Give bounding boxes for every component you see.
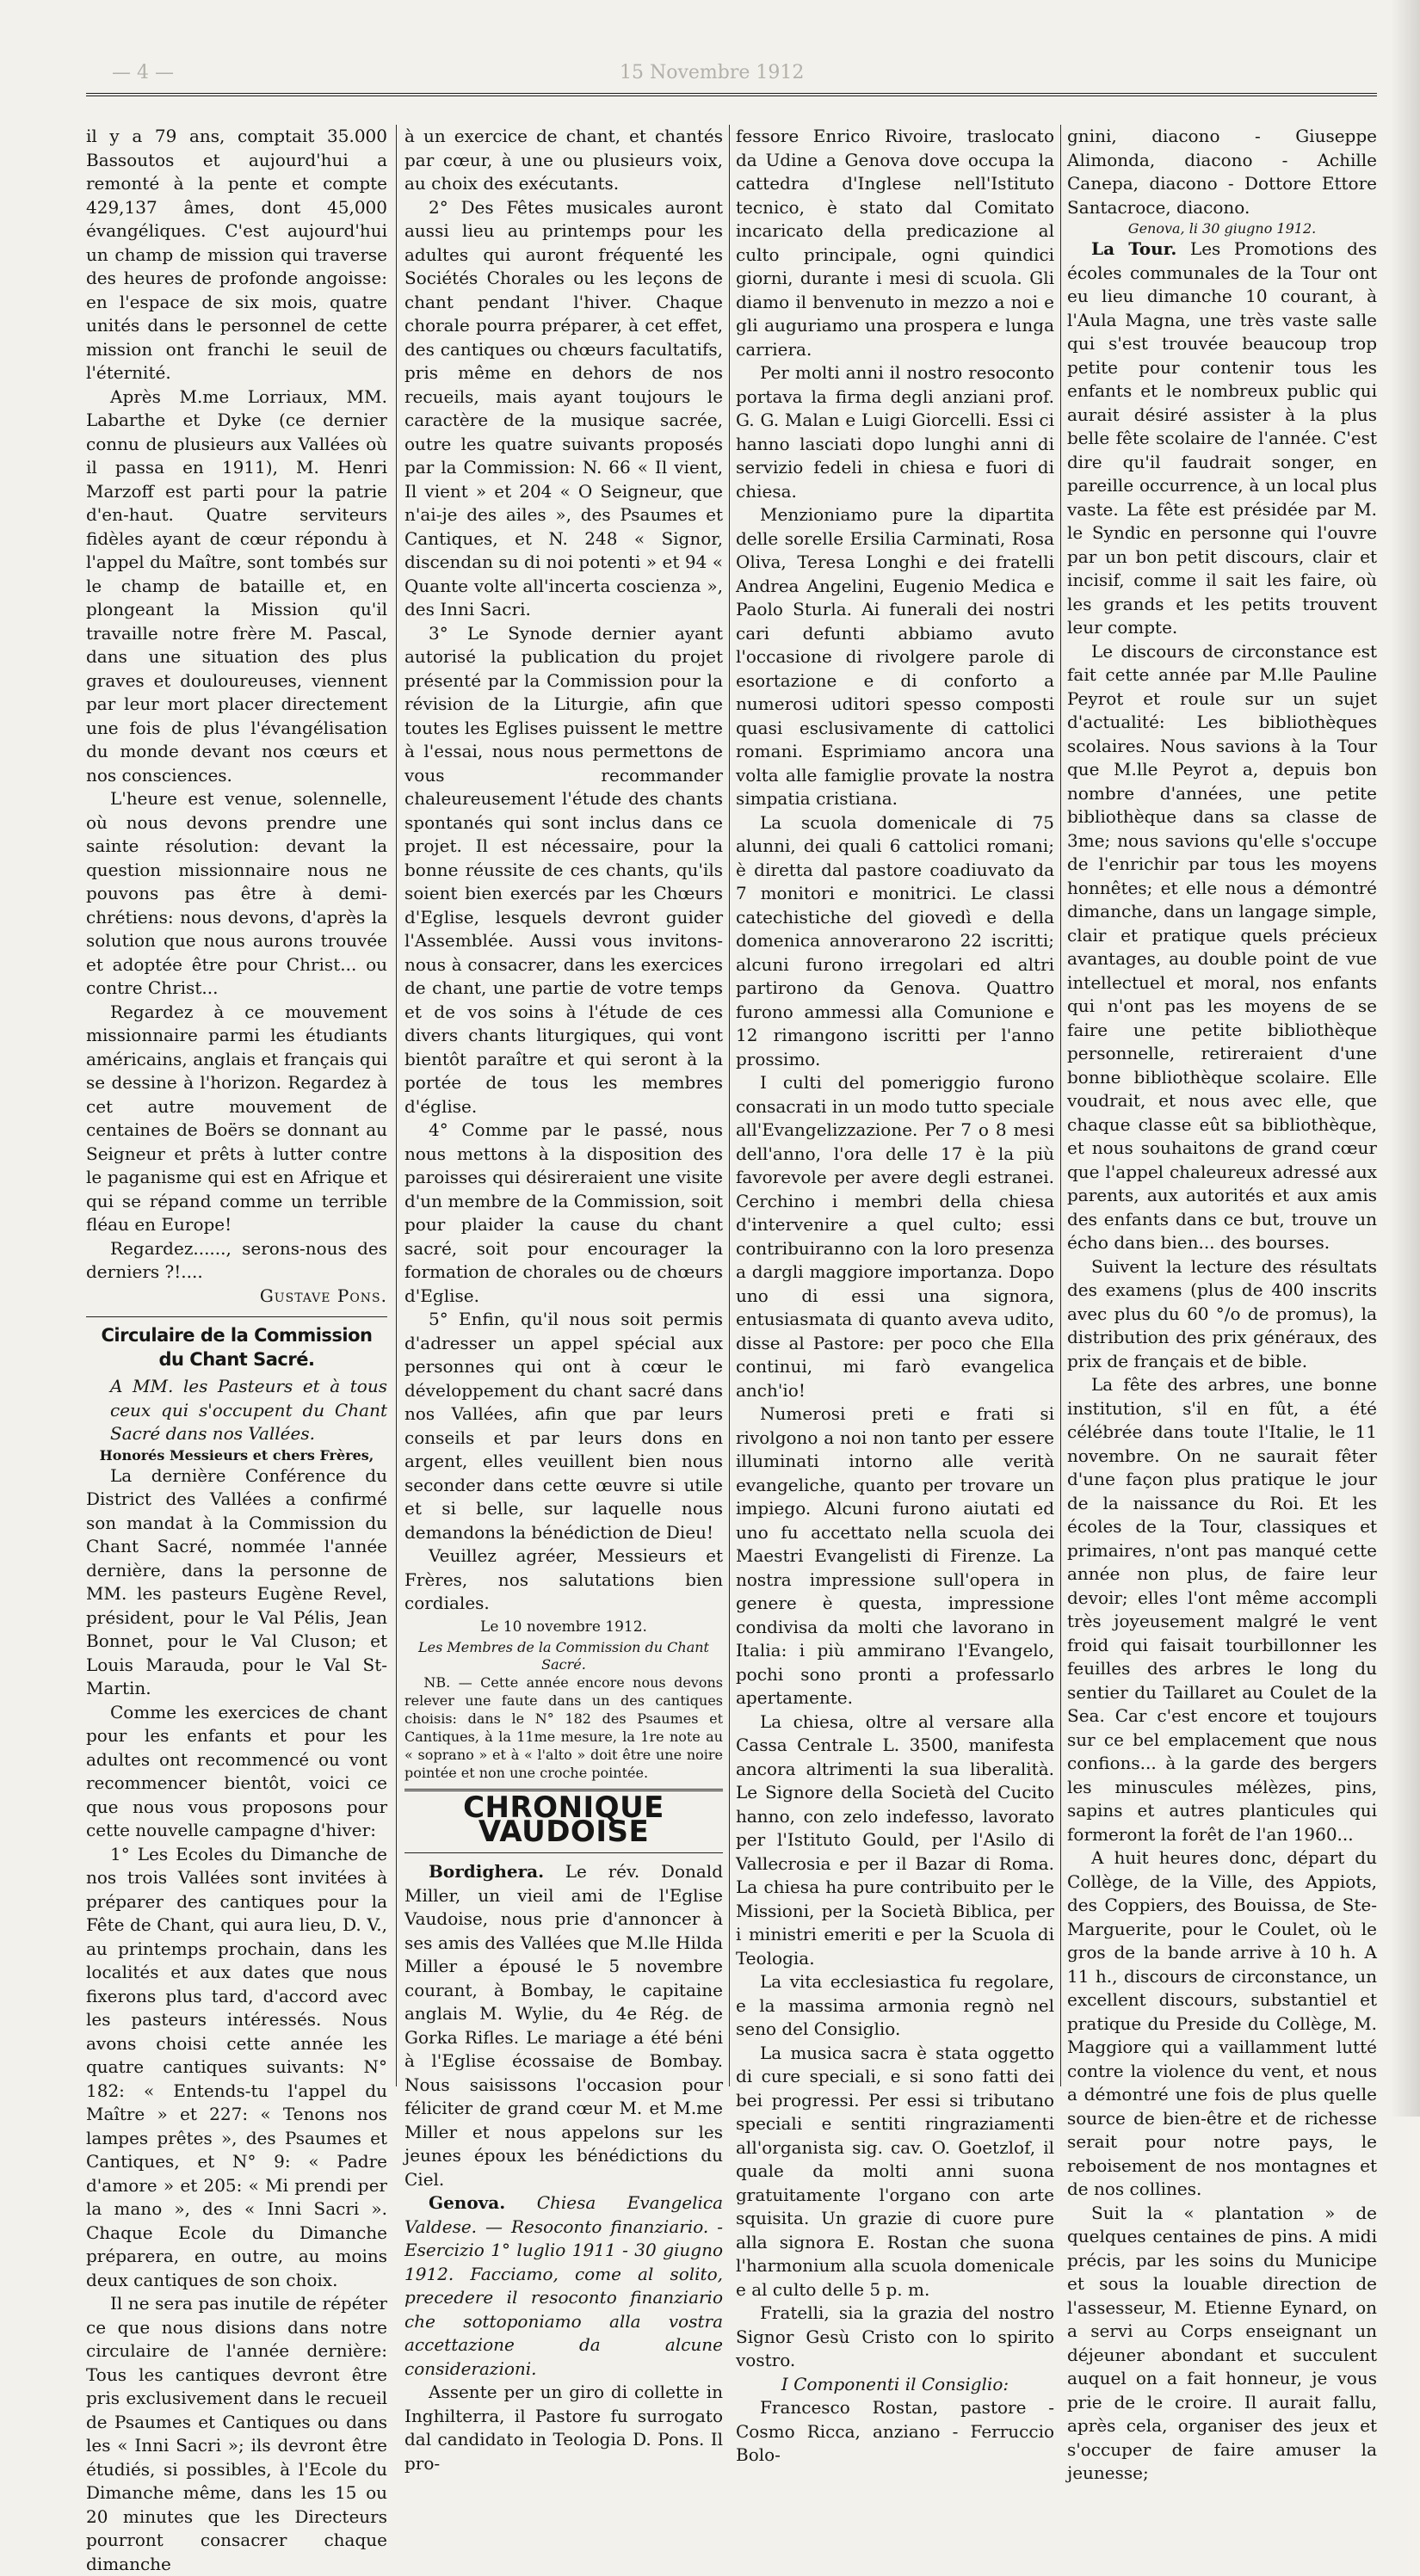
paragraph: Per molti anni il nostro resoconto portava la firma degli anziani prof. G. G. Malan e Luigi Giorcelli. Essi ci hanno lasciati dopo lunghi anni di servizio fedeli in chiesa e fuori di chiesa. — [736, 362, 1054, 502]
paragraph: Regardez à ce mouvement missionnaire parmi les étudiants américains, anglais et français qui se dessine à l'horizon. Regardez à cet autre mouvement de centaines de Boërs se donnant au Seigneur et prêts à lutter contre le paganisme qui est en Afrique et qui se répand comme un terrible fléau en Europe! — [86, 1001, 387, 1235]
council-members-continued: gnini, diacono - Giuseppe Alimonda, diacono - Achille Canepa, diacono - Dottore Ettore Santacroce, diacono. — [1067, 126, 1377, 218]
news-text: Le rév. Donald Miller, un vieil ami de l'Eglise Vaudoise, nous prie d'annoncer à ses amis des Vallées que M.lle Hilda Miller a épousé le 5 novembre courant, à Bombay, le capitaine anglais M. Wylie, du 4e Rég. de Gorka Rifles. Le mariage a été béni à l'Eglise écossaise de Bombay. Nous saisissons l'occasion pour féliciter de grand cœur M. et M.me Miller et nous appelons sur les jeunes époux les bénédictions du Ciel. — [404, 1861, 724, 2190]
paragraph: Fratelli, sia la grazia del nostro Signor Gesù Cristo con lo spirito vostro. — [736, 2302, 1054, 2370]
title-underline — [404, 1852, 723, 1853]
circulaire-title: Circulaire de la Commission du Chant Sacré. — [101, 1325, 373, 1370]
report-date: Genova, li 30 giugno 1912. — [1127, 220, 1317, 237]
paragraph: Menzioniamo pure la dipartita delle sorelle Ersilia Carminati, Rosa Oliva, Teresa Longhi e dei fratelli Andrea Angelini, Eugenio Medica e Paolo Sturla. Ai funerali dei nostri cari defunti abbiamo avuto l'occasione di rivolgere parole di esortazione e di conforto a numerosi uditori spesso composti quasi esclusivamente di cattolici romani. Esprimiamo ancora una volta alle famiglie provate la nostra simpatia cristiana. — [736, 504, 1054, 809]
issue-date-faint: 15 Novembre 1912 — [620, 62, 805, 83]
article-divider — [86, 1316, 387, 1317]
paragraph: 4° Comme par le passé, nous nous mettons à la disposition des paroisses qui désireraient une visite d'un membre de la Commission, soit pour plaider la cause du chant sacré, soit pour encourager la formation de chorales ou de chœurs d'Eglise. — [404, 1119, 723, 1306]
paragraph: Suit la « plantation » de quelques centaines de pins. A midi précis, par les soins du Municipe et sous la louable direction de l'assesseur, M. Etienne Eynard, on a servi au Corps enseignant un déjeuner abondant et succulent auquel on a fait honneur, je vous prie de le croire. Il aurait fallu, après cela, organiser des jeux et s'occuper de faire amuser la jeunesse; — [1067, 2202, 1377, 2483]
article-signature: Gustave Pons. — [259, 1285, 387, 1306]
circulaire-signatories: Les Membres de la Commission du Chant Sacré. — [418, 1639, 709, 1673]
paragraph: I culti del pomeriggio furono consacrati in un modo tutto speciale all'Evangelizzazione. Per 7 o 8 mesi dell'anno, l'ora delle 17 è la più favorevole per avere degli estranei. Cerchino i membri della chiesa d'intervenire a quel culto; essi contribuiranno con la loro presenza a dargli maggiore importanza. Dopo uno di essi una signora, entusiasmata di quanto aveva udito, disse al Pastore: per poco che Ella continui, mi farò evangelica anch'io! — [736, 1072, 1054, 1401]
council-members: Francesco Rostan, pastore - Cosmo Ricca, anziano - Ferruccio Bolo- — [736, 2397, 1054, 2465]
place-name-genova: Genova. — [429, 2192, 506, 2213]
paragraph: 2° Des Fêtes musicales auront aussi lieu au printemps pour les adultes qui auront fréquenté les Sociétés Chorales ou les leçons de chant pendant l'hiver. Chaque chorale pourra préparer, à cet effet, des cantiques ou chœurs facultatifs, pris même en dehors de nos recueils, mais ayant toujours le caractère de la musique sacrée, outre les quatre suivants proposés par la Commission: N. 66 « Il vient, Il vient » et 204 « O Seigneur, que n'ai-je des ailes », des Psaumes et Cantiques, et N. 248 « Signor, discendan su di noi potenti » et 94 « Quante volte all'incerta coscienza », des Inni Sacri. — [404, 196, 723, 619]
paragraph: Le discours de circonstance est fait cette année par M.lle Pauline Peyrot et roule sur un sujet d'actualité: Les bibliothèques scolaires. Nous savions à la Tour que M.lle Peyrot a, depuis bon nombre d'années, une petite bibliothèque dans sa classe de 3me; nous savions qu'elle s'occupe de l'enrichir par tous les moyens honnêtes; et elle nous a démontré dimanche, dans un langage simple, clair et pratique quels précieux avantages, au double point de vue intellectuel et moral, nos enfants qui n'ont pas les moyens de se faire une petite bibliothèque personnelle, retireraient d'une bonne bibliothèque scolaire. Elle voudrait, et nous avec elle, que chaque classe eût sa bibliothèque, et nous souhaitons de grand cœur que l'appel chaleureux adressé aux parents, aux autorités et aux amis des enfants dans ce but, trouve un écho dans bien... des bourses. — [1067, 640, 1377, 1253]
news-text: Les Promotions des écoles communales de la Tour ont eu lieu dimanche 10 courant, à l'Aula Magna, une très vaste salle qui s'est trouvée beaucoup trop petite pour contenir tous les enfants et le nombreux public qui aurait désiré assister à la plus belle fête scolaire de l'année. C'est dire qu'il faudrait songer, en pareille occurrence, à un local plus vaste. La fête est présidée par M. le Syndic en personne qui l'ouvre par un bon petit discours, clair et incisif, comme il sait les faire, où les grands et les petits trouvent leur compte. — [1067, 238, 1378, 638]
circulaire-address: A MM. les Pasteurs et à tous ceux qui s'occupent du Chant Sacré dans nos Vallées. — [110, 1376, 387, 1444]
paragraph: 3° Le Synode dernier ayant autorisé la publication du projet présenté par la Commission pour la révision de la Liturgie, afin que toutes les Eglises puissent le mettre à l'essai, nous nous permettons de vous recommander chaleureusement l'étude des chants spontanés qui sont inclus dans ce projet. Il est nécessaire, pour la bonne réussite de ces chants, qu'ils soient bien exercés par les Chœurs d'Eglise, lesquels devront guider l'Assemblée. Aussi vous invitons-nous à consacrer, dans les exercices de chant, une partie de votre temps et de vos soins à l'étude de ces divers chants liturgiques, qui vont bientôt paraître et qui seront à la portée de tous les membres d'église. — [404, 622, 723, 1117]
paragraph: La fête des arbres, une bonne institution, s'il en fût, a été célébrée dans toute l'Italie, le 11 novembre. On ne saurait fêter d'une façon plus pratique le jour de la naissance du Roi. Et les écoles de la Tour, classiques et primaires, n'ont pas manqué cette année non plus, de faire leur devoir; elles l'ont même accompli très joyeusement malgré le vent froid qui faisait tourbillonner les feuilles des arbres le long du sentier du Taillaret au Coulet de la Sea. Car c'est encore et toujours sur ce bel emplacement que nous confions... à la garde des bergers les minuscules mélèzes, pins, sapins et autres planticules qui formeront la forêt de l'an 1960... — [1067, 1374, 1377, 1845]
paragraph: à un exercice de chant, et chantés par cœur, à une ou plusieurs voix, au choix des exécutants. — [404, 126, 723, 194]
nota-bene: NB. — Cette année encore nous devons relever une faute dans un des cantiques choisis: dans le N° 182 des Psaumes et Cantiques, à la 11me mesure, la 1re note au « soprano » et à « l'alto » doit être une noire pointée et non une croche pointée. — [404, 1674, 723, 1781]
column-divider — [1060, 125, 1061, 2086]
paragraph: Comme les exercices de chant pour les enfants et pour les adultes ont recommencé ou vont recommencer bientôt, voici ce que nous vous proposons pour cette nouvelle campagne d'hiver: — [86, 1701, 387, 1840]
paragraph: La scuola domenicale di 75 alunni, dei quali 6 cattolici romani; è diretta dal pastore coadiuvato da 7 monitori e monitrici. Le classi catechistiche del giovedì e della domenica annoverarono 22 iscritti; alcuni furono irregolari ed altri partirono da Genova. Quattro furono ammessi alla Comunione e 12 rimangono iscritti per l'anno prossimo. — [736, 811, 1054, 1069]
paragraph: L'heure est venue, solennelle, où nous devons prendre une sainte résolution: devant la question missionnaire nous ne pouvons pas être à demi-chrétiens: nous devons, d'après la solution que nous aurons trouvée et adoptée être pour Christ... ou contre Christ... — [86, 788, 387, 998]
paragraph: il y a 79 ans, comptait 35.000 Bassoutos et aujourd'hui a remonté à la pente et compte 429,137 âmes, dont 45,000 évangéliques. C'est aujourd'hui un champ de mission qui traverse des heures de profonde angoisse: en l'espace de six mois, quatre unités dans le personnel de cette mission ont franchi le seuil de l'éternité. — [86, 126, 387, 383]
paragraph: Il ne sera pas inutile de répéter ce que nous disions dans notre circulaire de l'année dernière: Tous les cantiques devront être pris exclusivement dans le recueil de Psaumes et Cantiques ou dans les « Inni Sacri »; ils devront être étudiés, si possibles, à l'Ecole du Dimanche même, dans les 15 ou 20 minutes que les Directeurs pourront consacrer chaque dimanche — [86, 2293, 387, 2574]
paragraph: La vita ecclesiastica fu regolare, e la massima armonia regnò nel seno del Consiglio. — [736, 1971, 1054, 2039]
paragraph: Suivent la lecture des résultats des examens (plus de 400 inscrits avec plus du 60 °/o de promus), la distribution des prix généraux, des prix de français et de bible. — [1067, 1255, 1377, 1371]
place-name-bordighera: Bordighera. — [429, 1861, 545, 1882]
column-divider — [729, 125, 730, 2086]
page-number-faint: — 4 — — [112, 62, 174, 83]
column-2 — [404, 125, 724, 2474]
paragraph: Veuillez agréer, Messieurs et Frères, nos salutations bien cordiales. — [404, 1545, 723, 1613]
news-text: Chiesa Evangelica Valdese. — Resoconto finanziario. - Esercizio 1° luglio 1911 - 30 giugno 1912. Facciamo, come al solito, precedere il resoconto finanziario che sottoponiamo alla vostra accettazione da alcune considerazioni. — [404, 2192, 723, 2379]
column-3 — [736, 125, 1054, 2465]
place-name-la-tour: La Tour. — [1091, 238, 1177, 259]
paragraph: Regardez......, serons-nous des derniers ?!.... — [86, 1237, 387, 1282]
column-4 — [1067, 125, 1378, 2483]
paragraph: A huit heures donc, départ du Collège, de la Ville, des Appiots, des Coppiers, des Bouissa, de Ste-Marguerite, pour le Coulet, où le gros de la bande arrive à 10 h. A 11 h., discours de circonstance, un excellent discours, substantiel et pratique du Preside du Collège, M. Maggiore qui a vaillamment lutté contre la violence du vent, et nous a démontré une fois de plus quelle source de bien-être et de richesse serait pour notre pays, le reboisement de nos montagnes et de nos collines. — [1067, 1847, 1377, 2199]
circulaire-date: Le 10 novembre 1912. — [480, 1618, 647, 1636]
header-rule — [86, 93, 1377, 96]
paragraph: Numerosi preti e frati si rivolgono a noi non tanto per essere illuminati intorno alle verità evangeliche, quanto per trovare un impiego. Alcuni furono aiutati ed uno fu accettato nella scuola dei Maestri Evangelisti di Firenze. La nostra impressione sull'opera in genere è questa, impressione condivisa da molti che lavorano in Italia: i più ammirano l'Evangelo, pochi sono pronti a professarlo apertamente. — [736, 1403, 1054, 1708]
paragraph: La musica sacra è stata oggetto di cure speciali, e si sono fatti dei bei progressi. Per essi si tributano speciali e sentiti ringraziamenti all'organista sig. cav. O. Goetzlof, il quale da molti anni suona gratuitamente l'organo con arte squisita. Un grazie di cuore pure alla signora E. Rostan che suona l'harmonium alla scuola domenicale e al culto delle 5 p. m. — [736, 2042, 1054, 2300]
paragraph: fessore Enrico Rivoire, traslocato da Udine a Genova dove occupa la cattedra d'Inglese nell'Istituto tecnico, è stato dal Comitato incaricato della predicazione al culto principale, ogni quindici giorni, durante i mesi di scuola. Gli diamo il benvenuto in mezzo a noi e gli auguriamo una prospera e lunga carriera. — [736, 126, 1054, 360]
paragraph: La dernière Conférence du District des Vallées a confirmé son mandat à la Commission du Chant Sacré, nommée l'année dernière, dans la personne de MM. les pasteurs Eugène Revel, président, pour le Val Pélis, Jean Bonnet, pour le Val Cluson; et Louis Marauda, pour le Val St-Martin. — [86, 1464, 387, 1698]
chronique-title: CHRONIQUE VAUDOISE — [463, 1790, 664, 1849]
circulaire-salutation: Honorés Messieurs et chers Frères, — [99, 1446, 374, 1464]
paragraph: Assente per un giro di collette in Inghilterra, il Pastore fu surrogato dal candidato in Teologia D. Pons. Il pro- — [404, 2382, 723, 2474]
paragraph: 1° Les Ecoles du Dimanche de nos trois Vallées sont invitées à préparer des cantiques pour la Fête de Chant, qui aura lieu, D. V., au printemps prochain, dans les localités et aux dates que nous fixerons plus tard, d'accord avec les pasteurs intéressés. Nous avons choisi cette année les quatre cantiques suivants: N° 182: « Entends-tu l'appel du Maître » et 227: « Tenons nos lampes prêtes », des Psaumes et Cantiques, et N° 9: « Padre d'amore » et 205: « Mi prendi per la mano », des « Inni Sacri ». Chaque Ecole du Dimanche préparera, en outre, au moins deux cantiques de son choix. — [86, 1843, 387, 2290]
paragraph: 5° Enfin, qu'il nous soit permis d'adresser un appel spécial aux personnes qui ont à cœur le développement du chant sacré dans nos Vallées, afin que par leurs conseils et par leurs dons en argent, elles veuillent bien nous seconder dans cette œuvre si utile et si belle, sur laquelle nous demandons la bénédiction de Dieu! — [404, 1309, 723, 1543]
paragraph: Après M.me Lorriaux, MM. Labarthe et Dyke (ce dernier connu de plusieurs aux Vallées où il passa en 1911), M. Henri Marzoff est parti pour la patrie d'en-haut. Quatre serviteurs fidèles ayant de cœur répondu à l'appel du Maître, sont tombés sur le champ de bataille et, en plongeant la Mission qu'il travaille notre frère M. Pascal, dans une situation des plus graves et douloureuses, viennent par leur mort placer directement une fois de plus l'évangélisation du monde devant nos cœurs et nos consciences. — [86, 385, 387, 786]
column-1 — [86, 125, 387, 2574]
page-edge-shadow — [1391, 0, 1420, 2117]
paragraph: La chiesa, oltre al versare alla Cassa Centrale L. 3500, manifesta ancora altrimenti la sua liberalità. Le Signore della Società del Cucito hanno, con zelo indefesso, lavorato per l'Istituto Gould, per l'Asilo di Vallecrosia e per il Bazar di Roma. La chiesa ha pure contribuito per le Missioni, per la Società Biblica, per i ministri emeriti e per la Scuola di Teologia. — [736, 1710, 1054, 1969]
column-divider — [396, 125, 397, 2086]
council-heading: I Componenti il Consiglio: — [781, 2373, 1009, 2394]
